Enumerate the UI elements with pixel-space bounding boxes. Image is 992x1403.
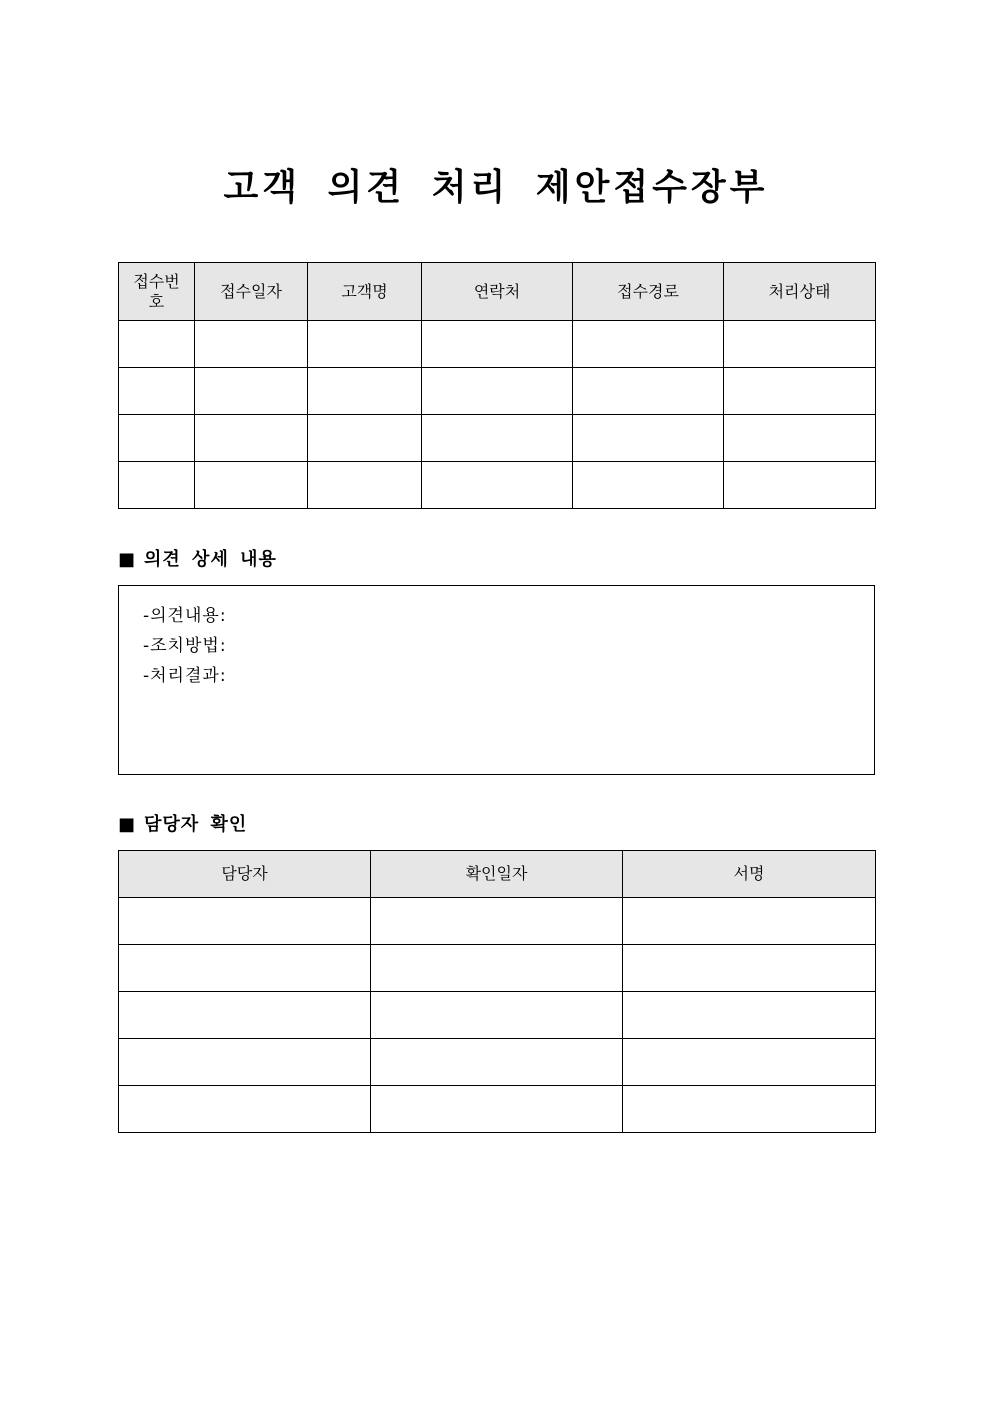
table-cell[interactable] bbox=[308, 368, 422, 415]
section-heading-label: 의견 상세 내용 bbox=[144, 549, 277, 570]
table-cell[interactable] bbox=[422, 415, 573, 462]
section-heading-label: 담당자 확인 bbox=[144, 814, 248, 835]
table-cell[interactable] bbox=[573, 368, 724, 415]
table-cell[interactable] bbox=[119, 1039, 371, 1086]
table-cell[interactable] bbox=[724, 368, 876, 415]
section-heading-detail bbox=[118, 547, 277, 573]
page-title: 고객 의견 처리 제안접수장부 bbox=[223, 167, 769, 208]
table-cell[interactable] bbox=[119, 368, 195, 415]
table-cell[interactable] bbox=[119, 1086, 371, 1133]
table-cell[interactable] bbox=[195, 415, 308, 462]
table-row bbox=[119, 415, 876, 462]
section-heading-manager bbox=[118, 812, 247, 838]
table-cell[interactable] bbox=[371, 992, 623, 1039]
square-bullet-icon: ■ bbox=[118, 814, 137, 835]
table-row bbox=[119, 321, 876, 368]
table-cell[interactable] bbox=[623, 992, 876, 1039]
column-header-confirm-date: 확인일자 bbox=[371, 851, 623, 898]
table-cell[interactable] bbox=[573, 462, 724, 509]
table-row bbox=[119, 1039, 876, 1086]
receipt-log-table bbox=[118, 262, 876, 509]
table-cell[interactable] bbox=[724, 415, 876, 462]
table-cell[interactable] bbox=[623, 898, 876, 945]
table-cell[interactable] bbox=[422, 321, 573, 368]
table-row bbox=[119, 898, 876, 945]
table-cell[interactable] bbox=[195, 368, 308, 415]
table-cell[interactable] bbox=[623, 1086, 876, 1133]
column-header-customer-name: 고객명 bbox=[308, 263, 422, 321]
table-cell[interactable] bbox=[573, 415, 724, 462]
table-cell[interactable] bbox=[308, 415, 422, 462]
table-cell[interactable] bbox=[371, 1086, 623, 1133]
detail-line-result: -처리결과: bbox=[143, 666, 227, 686]
manager-confirmation-table bbox=[118, 850, 876, 1133]
table-cell[interactable] bbox=[724, 321, 876, 368]
table-cell[interactable] bbox=[119, 462, 195, 509]
table-cell[interactable] bbox=[195, 321, 308, 368]
table-cell[interactable] bbox=[308, 462, 422, 509]
table-header-row bbox=[119, 263, 876, 321]
column-header-manager: 담당자 bbox=[119, 851, 371, 898]
table-cell[interactable] bbox=[422, 462, 573, 509]
table-row bbox=[119, 462, 876, 509]
square-bullet-icon: ■ bbox=[118, 549, 137, 570]
table-cell[interactable] bbox=[308, 321, 422, 368]
table-cell[interactable] bbox=[195, 462, 308, 509]
table-header-row bbox=[119, 851, 876, 898]
column-header-receipt-channel: 접수경로 bbox=[573, 263, 724, 321]
table-cell[interactable] bbox=[422, 368, 573, 415]
table-cell[interactable] bbox=[119, 945, 371, 992]
detail-content-box[interactable] bbox=[118, 585, 875, 775]
detail-line-opinion: -의견내용: bbox=[143, 606, 227, 626]
table-cell[interactable] bbox=[119, 898, 371, 945]
table-cell[interactable] bbox=[119, 321, 195, 368]
table-row bbox=[119, 1086, 876, 1133]
table-row bbox=[119, 368, 876, 415]
column-header-status: 처리상태 bbox=[724, 263, 876, 321]
column-header-signature: 서명 bbox=[623, 851, 876, 898]
detail-line-action: -조치방법: bbox=[143, 636, 227, 656]
table-cell[interactable] bbox=[371, 898, 623, 945]
table-cell[interactable] bbox=[724, 462, 876, 509]
column-header-contact: 연락처 bbox=[422, 263, 573, 321]
table-cell[interactable] bbox=[119, 992, 371, 1039]
table-cell[interactable] bbox=[119, 415, 195, 462]
table-cell[interactable] bbox=[371, 945, 623, 992]
table-cell[interactable] bbox=[623, 1039, 876, 1086]
column-header-receipt-number: 접수번호 bbox=[119, 263, 195, 321]
column-header-receipt-date: 접수일자 bbox=[195, 263, 308, 321]
table-cell[interactable] bbox=[623, 945, 876, 992]
table-cell[interactable] bbox=[573, 321, 724, 368]
table-row bbox=[119, 945, 876, 992]
table-row bbox=[119, 992, 876, 1039]
table-cell[interactable] bbox=[371, 1039, 623, 1086]
